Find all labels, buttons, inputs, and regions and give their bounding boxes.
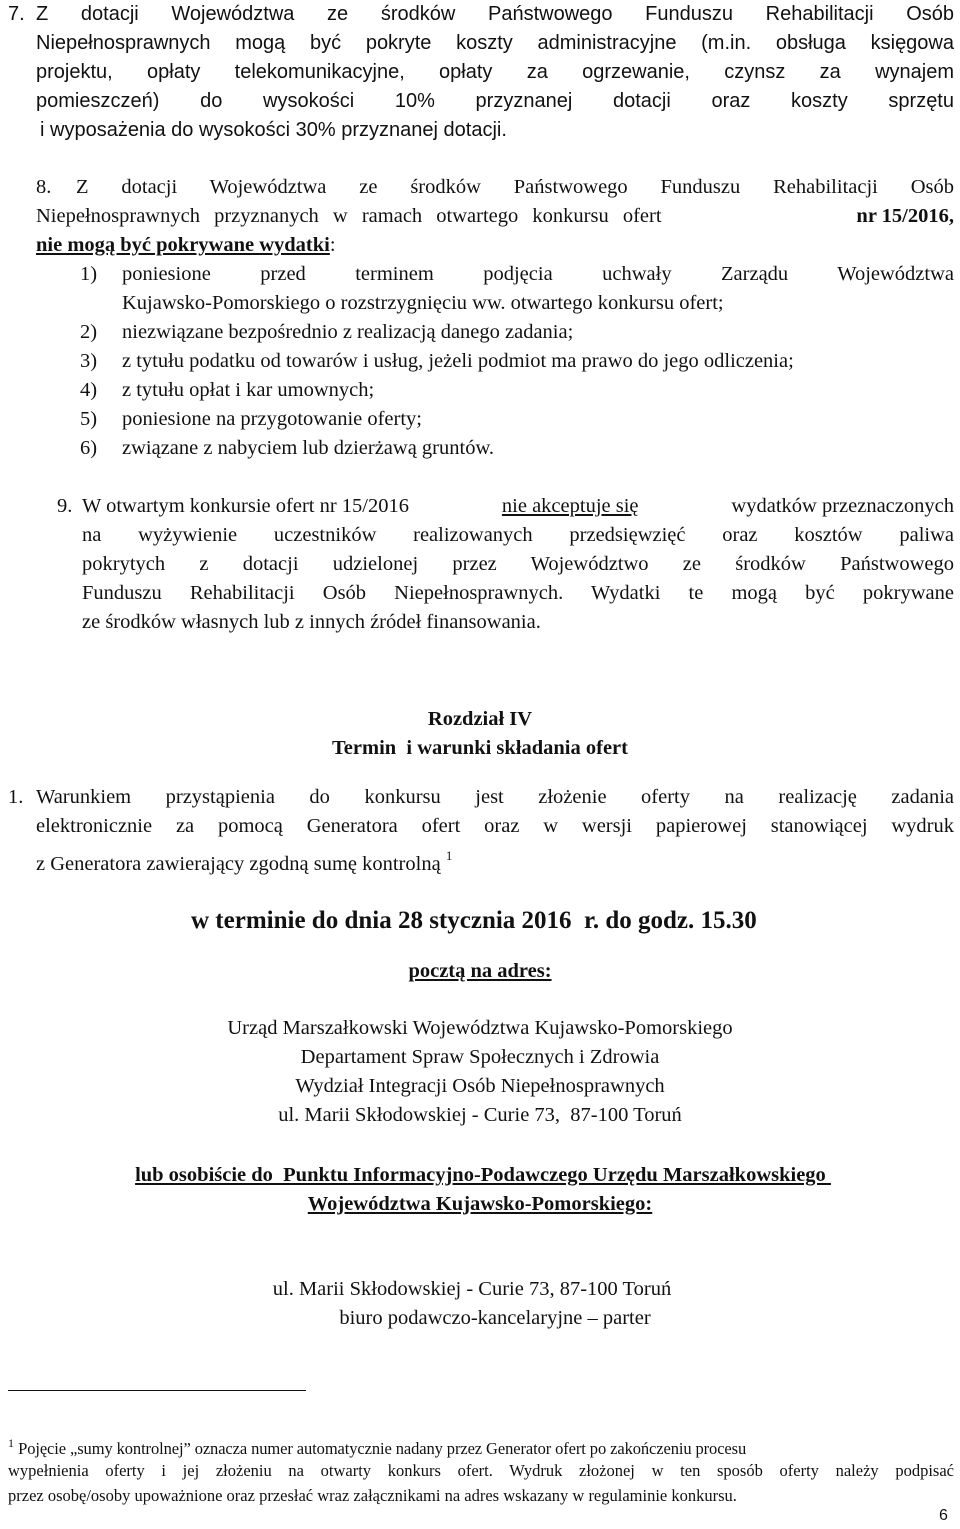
address-line: ul. Marii Skłodowskiej - Curie 73, 87-100 Toruń xyxy=(278,1104,682,1126)
text-run-bold: nr 15/2016, xyxy=(856,205,954,227)
list-number: 1) xyxy=(80,263,98,285)
address-line: biuro podawczo-kancelaryjne – parter xyxy=(339,1307,651,1329)
mail-heading: pocztą na adres: xyxy=(408,960,552,982)
text-line xyxy=(36,231,336,260)
text-run: wydatków przeznaczonych xyxy=(731,495,954,517)
list-item: Kujawsko-Pomorskiego o rozstrzygnięciu ww. otwartego konkursu ofert; xyxy=(122,292,724,314)
text-run: W otwartym konkursie ofert nr 15/2016 xyxy=(82,495,409,517)
paragraph-number: 8. xyxy=(36,176,52,198)
submission-deadline: w terminie do dnia 28 stycznia 2016 r. do godz. 15.30 xyxy=(191,907,757,934)
text-line xyxy=(82,492,954,521)
text-line: ze środków własnych lub z innych źródeł finansowania. xyxy=(82,611,541,633)
page-number: 6 xyxy=(939,1507,948,1524)
list-number: 6) xyxy=(80,437,98,459)
list-number: 3) xyxy=(80,350,98,372)
list-number: 4) xyxy=(80,379,98,401)
address-line: Urząd Marszałkowski Województwa Kujawsko-Pomorskiego xyxy=(227,1017,733,1039)
text-line: projektu, opłaty telekomunikacyjne, opłaty za ogrzewanie, czynsz za wynajem xyxy=(36,61,954,83)
text-line: Warunkiem przystąpienia do konkursu jest złożenie oferty na realizację zadania xyxy=(36,786,954,808)
chapter-title: Rozdział IV xyxy=(427,708,533,730)
footnote-reference: 1 xyxy=(445,848,453,863)
list-number: 5) xyxy=(80,408,98,430)
address-line: Wydział Integracji Osób Niepełnosprawnych xyxy=(295,1075,665,1097)
paragraph-number: 1. xyxy=(8,786,24,808)
footnote-line: przez osobę/osoby upoważnione oraz przesłać wraz załącznikami na adres wskazany w regulaminie konkursu. xyxy=(8,1486,737,1505)
emphasis-underlined: nie akceptuje się xyxy=(501,495,639,517)
footnote-separator xyxy=(8,1390,306,1391)
text-line: na wyżywienie uczestników realizowanych przedsięwzięć oraz kosztów paliwa xyxy=(82,524,954,546)
text-line xyxy=(36,202,954,231)
text-line: Z dotacji Województwa ze środków Państwowego Funduszu Rehabilitacji Osób xyxy=(76,176,954,198)
text-run: z Generatora zawierający zgodną sumę kontrolną xyxy=(36,853,441,875)
text-line: pomieszczeń) do wysokości 10% przyznanej dotacji oraz koszty sprzętu xyxy=(36,90,954,112)
list-number: 2) xyxy=(80,321,98,343)
paragraph-number: 9. xyxy=(57,495,73,517)
heading-line: Województwa Kujawsko-Pomorskiego: xyxy=(307,1193,653,1215)
footnote-mark: 1 xyxy=(8,1436,14,1450)
text-line: elektronicznie za pomocą Generatora ofert oraz w wersji papierowej stanowiącej wydruk xyxy=(36,815,954,837)
footnote-text: Pojęcie „sumy kontrolnej” oznacza numer automatycznie nadany przez Generator ofert po zakończeniu procesu xyxy=(18,1439,747,1458)
text-line: Niepełnosprawnych mogą być pokryte koszty administracyjne (m.in. obsługa księgowa xyxy=(36,32,954,54)
address-line: ul. Marii Skłodowskiej - Curie 73, 87-100 Toruń xyxy=(272,1278,672,1300)
list-item: poniesione przed terminem podjęcia uchwały Zarządu Województwa xyxy=(122,263,954,285)
list-item: niezwiązane bezpośrednio z realizacją danego zadania; xyxy=(122,321,574,343)
list-item: z tytułu podatku od towarów i usług, jeżeli podmiot ma prawo do jego odliczenia; xyxy=(122,350,794,372)
address-line: Departament Spraw Społecznych i Zdrowia xyxy=(300,1046,660,1068)
heading-line: lub osobiście do Punktu Informacyjno-Podawczego Urzędu Marszałkowskiego xyxy=(135,1164,831,1186)
text-line: i wyposażenia do wysokości 30% przyznanej dotacji. xyxy=(40,119,507,141)
list-item: związane z nabyciem lub dzierżawą gruntów. xyxy=(122,437,495,459)
footnote-line xyxy=(8,1432,954,1460)
emphasis-underlined: nie mogą być pokrywane wydatki xyxy=(36,234,330,256)
list-item: poniesione na przygotowanie oferty; xyxy=(122,408,423,430)
list-item: z tytułu opłat i kar umownych; xyxy=(122,379,375,401)
paragraph-number: 7. xyxy=(8,3,25,25)
text-line: Z dotacji Województwa ze środków Państwowego Funduszu Rehabilitacji Osób xyxy=(36,3,954,25)
text-line xyxy=(36,841,452,879)
text-line: pokrytych z dotacji udzielonej przez Województwo ze środków Państwowego xyxy=(82,553,954,575)
chapter-subtitle: Termin i warunki składania ofert xyxy=(332,737,628,759)
text-run: Niepełnosprawnych przyznanych w ramach otwartego konkursu ofert xyxy=(36,205,662,227)
text-run: : xyxy=(329,234,336,256)
footnote-line: wypełnienia oferty i jej złożeniu na otwarty konkurs ofert. Wydruk złożonej w ten sposób oferty należy podpisać xyxy=(8,1461,954,1480)
text-line: Funduszu Rehabilitacji Osób Niepełnosprawnych. Wydatki te mogą być pokrywane xyxy=(82,582,954,604)
